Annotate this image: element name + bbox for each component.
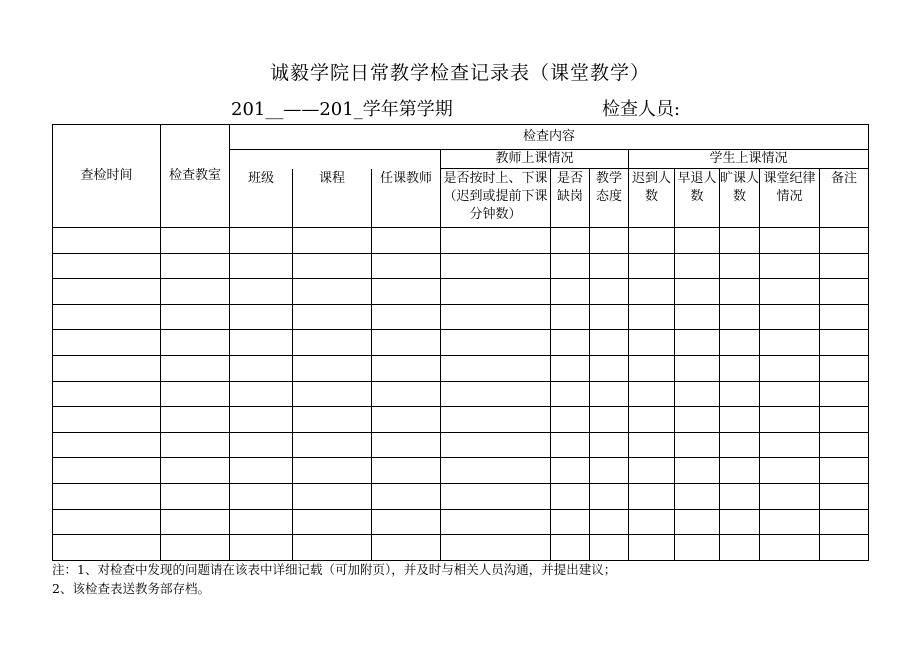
table-cell[interactable] (551, 535, 590, 561)
table-cell[interactable] (293, 535, 372, 561)
header-truant: 旷课人数 (720, 169, 760, 228)
header-check-content: 检查内容 (230, 125, 869, 150)
table-row (53, 509, 869, 535)
table-cell[interactable] (53, 355, 161, 381)
table-cell[interactable] (372, 304, 441, 330)
header-class: 班级 (230, 169, 293, 228)
table-cell[interactable] (230, 381, 293, 407)
table-cell[interactable] (820, 432, 869, 458)
table-cell[interactable] (820, 279, 869, 305)
table-cell[interactable] (590, 407, 629, 433)
table-cell[interactable] (760, 381, 820, 407)
table-cell[interactable] (293, 304, 372, 330)
table-row (53, 330, 869, 356)
table-cell[interactable] (551, 355, 590, 381)
table-cell[interactable] (161, 355, 230, 381)
header-absent: 是否缺岗 (551, 169, 590, 228)
table-cell[interactable] (230, 304, 293, 330)
table-cell[interactable] (53, 509, 161, 535)
table-cell[interactable] (820, 535, 869, 561)
table-cell[interactable] (293, 407, 372, 433)
table-cell[interactable] (720, 304, 760, 330)
table-cell[interactable] (441, 432, 551, 458)
table-cell[interactable] (720, 458, 760, 484)
table-cell[interactable] (441, 509, 551, 535)
header-teacher: 任课教师 (372, 169, 441, 228)
table-cell[interactable] (441, 279, 551, 305)
table-cell[interactable] (293, 483, 372, 509)
table-cell[interactable] (161, 253, 230, 279)
table-cell[interactable] (720, 228, 760, 254)
table-cell[interactable] (760, 253, 820, 279)
table-row (53, 228, 869, 254)
table-cell[interactable] (161, 228, 230, 254)
header-course: 课程 (293, 169, 372, 228)
table-cell[interactable] (675, 253, 720, 279)
table-cell[interactable] (161, 535, 230, 561)
table-cell[interactable] (230, 483, 293, 509)
table-cell[interactable] (161, 483, 230, 509)
table-cell[interactable] (161, 432, 230, 458)
table-cell[interactable] (720, 253, 760, 279)
table-cell[interactable] (590, 381, 629, 407)
table-cell[interactable] (760, 330, 820, 356)
notes (52, 560, 616, 598)
term-line: 201__——201_学年第学期 (231, 99, 453, 120)
table-cell[interactable] (760, 228, 820, 254)
table-cell[interactable] (629, 483, 675, 509)
table-cell[interactable] (590, 228, 629, 254)
table-cell[interactable] (760, 407, 820, 433)
table-cell[interactable] (372, 407, 441, 433)
table-cell[interactable] (372, 535, 441, 561)
table-cell[interactable] (760, 304, 820, 330)
table-cell[interactable] (161, 330, 230, 356)
table-cell[interactable] (590, 355, 629, 381)
header-student-group: 学生上课情况 (629, 150, 869, 169)
table-cell[interactable] (820, 228, 869, 254)
table-cell[interactable] (629, 228, 675, 254)
table-cell[interactable] (760, 279, 820, 305)
table-cell[interactable] (161, 279, 230, 305)
inspection-table (52, 124, 869, 561)
table-cell[interactable] (820, 407, 869, 433)
table-cell[interactable] (720, 381, 760, 407)
header-check-classroom: 检查教室 (161, 125, 230, 228)
table-cell[interactable] (720, 279, 760, 305)
table-cell[interactable] (53, 253, 161, 279)
table-cell[interactable] (230, 509, 293, 535)
table-row (53, 304, 869, 330)
table-cell[interactable] (675, 407, 720, 433)
table-cell[interactable] (161, 509, 230, 535)
table-cell[interactable] (629, 355, 675, 381)
table-cell[interactable] (629, 381, 675, 407)
table-cell[interactable] (590, 509, 629, 535)
header-discipline: 课堂纪律情况 (760, 169, 820, 228)
table-cell[interactable] (53, 407, 161, 433)
table-cell[interactable] (293, 458, 372, 484)
table-cell[interactable] (629, 279, 675, 305)
table-cell[interactable] (372, 509, 441, 535)
table-cell[interactable] (230, 330, 293, 356)
table-cell[interactable] (629, 304, 675, 330)
table-cell[interactable] (551, 509, 590, 535)
table-cell[interactable] (293, 279, 372, 305)
table-cell[interactable] (551, 304, 590, 330)
inspector-label: 检查人员: (602, 99, 681, 120)
table-cell[interactable] (372, 330, 441, 356)
header-early: 早退人数 (675, 169, 720, 228)
table-cell[interactable] (760, 355, 820, 381)
table-cell[interactable] (675, 304, 720, 330)
table-cell[interactable] (675, 535, 720, 561)
table-cell[interactable] (760, 535, 820, 561)
note-line-1: 注：1、对检查中发现的问题请在该表中详细记载（可加附页），并及时与相关人员沟通，并提出建议； (52, 562, 617, 577)
table-cell[interactable] (230, 228, 293, 254)
table-cell[interactable] (53, 381, 161, 407)
table-cell[interactable] (230, 355, 293, 381)
table-cell[interactable] (590, 432, 629, 458)
table-cell[interactable] (675, 483, 720, 509)
table-cell[interactable] (551, 381, 590, 407)
table-cell[interactable] (820, 381, 869, 407)
table-cell[interactable] (441, 228, 551, 254)
table-cell[interactable] (161, 407, 230, 433)
table-cell[interactable] (551, 228, 590, 254)
table-cell[interactable] (590, 330, 629, 356)
table-cell[interactable] (590, 535, 629, 561)
table-cell[interactable] (161, 458, 230, 484)
table-cell[interactable] (230, 253, 293, 279)
table-cell[interactable] (53, 279, 161, 305)
table-cell[interactable] (675, 509, 720, 535)
table-cell[interactable] (675, 228, 720, 254)
table-cell[interactable] (372, 458, 441, 484)
table-cell[interactable] (230, 458, 293, 484)
table-cell[interactable] (675, 458, 720, 484)
header-attitude: 教学态度 (590, 169, 629, 228)
table-cell[interactable] (53, 330, 161, 356)
table-row (53, 535, 869, 561)
table-cell[interactable] (629, 432, 675, 458)
table-cell[interactable] (629, 407, 675, 433)
table-cell[interactable] (720, 330, 760, 356)
table-cell[interactable] (441, 381, 551, 407)
table-cell[interactable] (293, 330, 372, 356)
table-cell[interactable] (820, 330, 869, 356)
note-line-2: 2、该检查表送教务部存档。 (52, 581, 210, 596)
table-cell[interactable] (441, 330, 551, 356)
table-cell[interactable] (551, 253, 590, 279)
table-cell[interactable] (53, 304, 161, 330)
table-cell[interactable] (820, 355, 869, 381)
table-row (53, 432, 869, 458)
table-cell[interactable] (53, 458, 161, 484)
table-cell[interactable] (230, 279, 293, 305)
table-cell[interactable] (372, 381, 441, 407)
table-row (53, 253, 869, 279)
table-cell[interactable] (629, 253, 675, 279)
table-row (53, 407, 869, 433)
table-cell[interactable] (372, 483, 441, 509)
table-cell[interactable] (820, 458, 869, 484)
table-cell[interactable] (441, 304, 551, 330)
table-cell[interactable] (551, 330, 590, 356)
table-cell[interactable] (441, 458, 551, 484)
table-cell[interactable] (551, 407, 590, 433)
table-cell[interactable] (230, 432, 293, 458)
table-cell[interactable] (372, 253, 441, 279)
table-cell[interactable] (293, 432, 372, 458)
table-cell[interactable] (441, 355, 551, 381)
table-cell[interactable] (760, 458, 820, 484)
table-cell[interactable] (720, 535, 760, 561)
table-cell[interactable] (551, 432, 590, 458)
table-cell[interactable] (293, 228, 372, 254)
table-cell[interactable] (675, 432, 720, 458)
table-cell[interactable] (675, 381, 720, 407)
table-cell[interactable] (53, 535, 161, 561)
table-cell[interactable] (629, 330, 675, 356)
table-cell[interactable] (441, 407, 551, 433)
table-cell[interactable] (293, 253, 372, 279)
table-cell[interactable] (820, 483, 869, 509)
table-cell[interactable] (551, 458, 590, 484)
table-cell[interactable] (760, 432, 820, 458)
table-cell[interactable] (720, 407, 760, 433)
table-cell[interactable] (720, 509, 760, 535)
header-check-time: 查检时间 (53, 125, 161, 228)
table-cell[interactable] (441, 483, 551, 509)
table-cell[interactable] (590, 458, 629, 484)
table-cell[interactable] (820, 253, 869, 279)
page-title: 诚毅学院日常教学检查记录表（课堂教学） (269, 62, 650, 84)
table-cell[interactable] (161, 381, 230, 407)
table-cell[interactable] (230, 407, 293, 433)
table-cell[interactable] (720, 355, 760, 381)
header-punctual: 是否按时上、下课（迟到或提前下课分钟数） (441, 169, 551, 228)
table-cell[interactable] (372, 355, 441, 381)
table-cell[interactable] (820, 509, 869, 535)
table-cell[interactable] (760, 483, 820, 509)
table-row (53, 483, 869, 509)
table-cell[interactable] (629, 509, 675, 535)
table-cell[interactable] (372, 432, 441, 458)
header-remarks: 备注 (820, 169, 869, 228)
table-cell[interactable] (161, 304, 230, 330)
table-cell[interactable] (760, 509, 820, 535)
table-row (53, 458, 869, 484)
table-cell[interactable] (293, 381, 372, 407)
table-row (53, 381, 869, 407)
table-cell[interactable] (820, 304, 869, 330)
header-teacher-group: 教师上课情况 (441, 150, 629, 169)
table-row (53, 355, 869, 381)
table-cell[interactable] (372, 228, 441, 254)
table-cell[interactable] (675, 279, 720, 305)
table-cell[interactable] (551, 483, 590, 509)
table-row (53, 279, 869, 305)
table-cell[interactable] (551, 279, 590, 305)
table-cell[interactable] (675, 355, 720, 381)
table-cell[interactable] (53, 228, 161, 254)
table-cell[interactable] (441, 253, 551, 279)
table-cell[interactable] (441, 535, 551, 561)
header-late: 迟到人数 (629, 169, 675, 228)
table-cell[interactable] (293, 509, 372, 535)
table-cell[interactable] (53, 483, 161, 509)
table-cell[interactable] (629, 535, 675, 561)
header-spacer (230, 150, 441, 169)
table-cell[interactable] (293, 355, 372, 381)
table-cell[interactable] (675, 330, 720, 356)
table-cell[interactable] (629, 458, 675, 484)
table-cell[interactable] (590, 253, 629, 279)
table-cell[interactable] (720, 483, 760, 509)
table-cell[interactable] (720, 432, 760, 458)
table-cell[interactable] (230, 535, 293, 561)
table-cell[interactable] (53, 432, 161, 458)
table-cell[interactable] (590, 279, 629, 305)
table-cell[interactable] (372, 279, 441, 305)
table-cell[interactable] (590, 304, 629, 330)
table-cell[interactable] (590, 483, 629, 509)
